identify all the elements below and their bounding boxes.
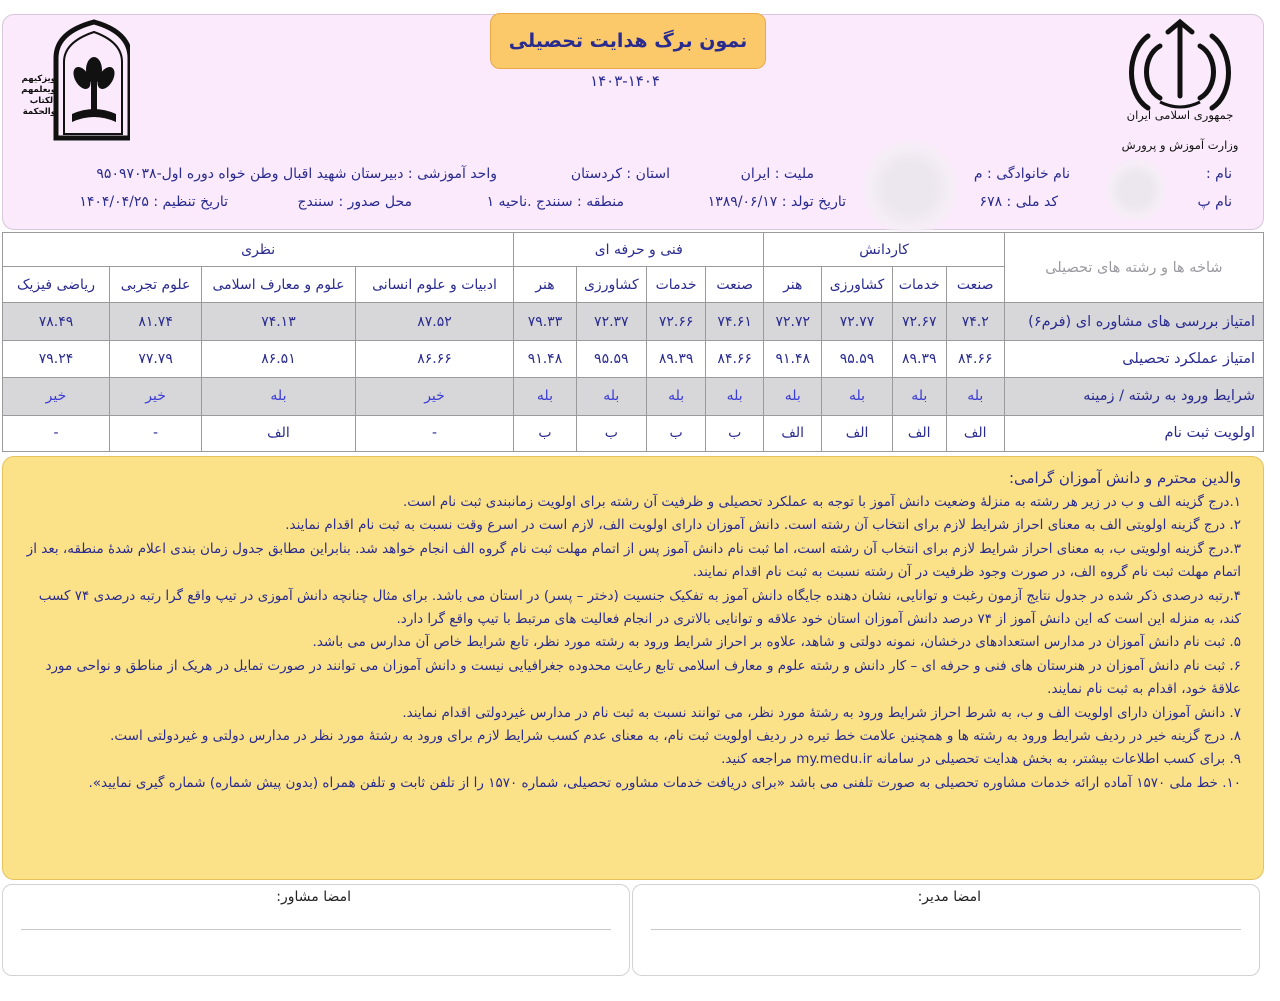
privacy-blur [1106,158,1166,222]
table-cell: ۷۲.۶۷ [892,303,946,341]
signature-line [21,929,611,930]
column-header: ریاضی فیزیک [3,267,110,303]
table-cell: ۹۵.۵۹ [576,341,647,377]
column-header: صنعت [946,267,1004,303]
table-cell: بله [822,377,893,415]
principal-signature-label: امضا مدیر: [917,889,981,905]
note-item: ۹. برای کسب اطلاعات بیشتر، به بخش هدایت تحصیلی در سامانه my.medu.ir مراجعه کنید. [721,751,1241,768]
column-header: کشاورزی [822,267,893,303]
table-row [3,377,1264,415]
column-header: کشاورزی [576,267,647,303]
table-cell: بله [576,377,647,415]
table-row [3,341,1264,377]
column-header: علوم تجربی [109,267,201,303]
table-cell: الف [946,415,1004,451]
table-cell: ۸۶.۵۱ [202,341,355,377]
table-cell: ۷۴.۶۱ [706,303,764,341]
privacy-blur [862,140,958,236]
table-row [3,303,1264,341]
table-cell: الف [764,415,822,451]
issue-date-field: تاریخ تنظیم : ۱۴۰۴/۰۴/۲۵ [79,194,228,210]
table-cell: ب [514,415,576,451]
table-cell: خیر [355,377,514,415]
notes-title: والدین محترم و دانش آموزان گرامی: [1008,469,1241,487]
principal-signature-box [632,884,1260,976]
table-cell: ۹۵.۵۹ [822,341,893,377]
notes-panel [2,456,1264,880]
note-item: ۴.رتبه درصدی ذکر شده در جدول نتایج آزمون رغبت و توانایی، نشان دهنده جایگاه دانش آموز به تفکیک جنسیت (دختر – پسر) در استان می باشد. برای مثال چنانچه دانش آموزی در تیپ واقع گرا رتبه درصدی ۷۴ کسب کند، به منزله این است که این دانش آموز از ۷۴ درصد دانش آموزان استان خود علاقه و توانایی بالاتری در انجام فعالیت های مرتبط با تیپ واقع گرا دارد. [38,587,1241,628]
first-name-field: نام : [1206,166,1232,182]
table-row [3,415,1264,451]
table-cell: ۷۲.۳۷ [576,303,647,341]
table-cell: الف [202,415,355,451]
table-cell: ۸۴.۶۶ [706,341,764,377]
signature-line [651,929,1241,930]
note-item: ۱۰. خط ملی ۱۵۷۰ آماده ارائه خدمات مشاوره تحصیلی به صورت تلفنی می باشد «برای دریافت خدمات مشاوره تحصیلی، شماره ۱۵۷۰ را از تلفن ثابت و تلفن همراه (بدون پیش شماره) شماره گیری نمایید». [88,774,1241,791]
counselor-signature-label: امضا مشاور: [276,889,351,905]
table-cell: ۷۴.۱۳ [202,303,355,341]
note-item: ۶. ثبت نام دانش آموزان در هنرستان های فنی و حرفه ای – کار دانش و رشته علوم و معارف اسلامی تابع رعایت محدوده جغرافیایی نیست و دانش آموزان می توانند در صورت تمایل در هریک از مناطق و نواحی مورد علاقهٔ خود، اقدام به ثبت نام نمایند. [45,657,1241,698]
issue-place-field: محل صدور : سنندج [297,194,412,210]
column-header: هنر [764,267,822,303]
table-cell: - [3,415,110,451]
school-field: واحد آموزشی : دبیرستان شهید اقبال وطن خواه دوره اول-۹۵۰۹۷۰۳۸ [96,166,497,182]
nationality-field: ملیت : ایران [740,166,814,182]
column-header: صنعت [706,267,764,303]
row-label: اولویت ثبت نام [1004,415,1263,451]
table-cell: بله [946,377,1004,415]
table-corner-label: شاخه ها و رشته های تحصیلی [1004,233,1263,303]
column-header: هنر [514,267,576,303]
table-cell: خیر [109,377,201,415]
row-label: امتیاز بررسی های مشاوره ای (فرم۶) [1004,303,1263,341]
page-title: نمون برگ هدایت تحصیلی [490,13,766,69]
table-cell: ۷۲.۷۲ [764,303,822,341]
table-cell: بله [647,377,706,415]
table-cell: بله [514,377,576,415]
table-cell: ۷۲.۷۷ [822,303,893,341]
table-cell: - [355,415,514,451]
table-cell: ۸۷.۵۲ [355,303,514,341]
table-cell: ۸۹.۳۹ [892,341,946,377]
note-item: ۱.درج گزینه الف و ب در زیر هر رشته به منزلهٔ وضعیت دانش آموز با توجه به عملکرد تحصیلی و ظرفیت آن رشته برای اولویت زمانبندی ثبت نام است. [402,494,1241,510]
table-cell: ۷۹.۳۳ [514,303,576,341]
table-cell: ۷۴.۲ [946,303,1004,341]
table-cell: ۷۷.۷۹ [109,341,201,377]
counselor-signature-box [2,884,630,976]
region-field: منطقه : سنندج .ناحیه ۱ [486,194,624,210]
table-cell: ۸۱.۷۴ [109,303,201,341]
note-item: ۳.درج گزینه اولویتی ب، به معنای احراز شرایط لازم برای انتخاب آن رشته است، اما ثبت نام دانش آموز پس از اتمام مهلت ثبت نام گروه الف انجام خواهد شد. بنابراین مطابق جدول زمان بندی اعلام شدهٔ منطقه، بعد از اتمام مهلت ثبت نام گروه الف، در صورت وجود ظرفیت در آن رشته نسبت به ثبت نام اقدام نمایند. [26,540,1241,581]
table-cell: ب [647,415,706,451]
table-cell: ب [706,415,764,451]
table-cell: ۹۱.۴۸ [514,341,576,377]
table-cell: ۸۴.۶۶ [946,341,1004,377]
table-cell: بله [892,377,946,415]
group-header: نظری [3,233,514,267]
table-cell: ۷۸.۴۹ [3,303,110,341]
table-cell: - [109,415,201,451]
note-item: ۲. درج گزینه اولویتی الف به معنای احراز شرایط لازم برای انتخاب آن رشته است. دانش آموزان دارای اولویت الف، لازم است در اسرع وقت نسبت به ثبت نام اقدام نمایند. [285,517,1241,534]
group-header: کاردانش [764,233,1005,267]
column-header: خدمات [892,267,946,303]
iran-emblem-icon [1120,16,1240,146]
table-cell: ۷۲.۶۶ [647,303,706,341]
table-cell: الف [822,415,893,451]
group-header: فنی و حرفه ای [514,233,764,267]
guidance-table [2,232,1264,452]
table-cell: بله [706,377,764,415]
table-cell: ۸۹.۳۹ [647,341,706,377]
table-cell: بله [764,377,822,415]
last-name-field: نام خانوادگی : م [973,166,1070,182]
academic-year: ۱۴۰۳-۱۴۰۴ [590,72,660,90]
table-cell: بله [202,377,355,415]
note-item: ۵. ثبت نام دانش آموزان در مدارس استعدادهای درخشان، نمونه دولتی و شاهد، علاوه بر احراز شرایط ورود به رشته مورد نظر، تابع شرایط خاص آن مدارس می باشد. [312,634,1241,651]
table-cell: الف [892,415,946,451]
birth-date-field: تاریخ تولد : ۱۳۸۹/۰۶/۱۷ [707,194,846,210]
note-item: ۸. درج گزینه خیر در ردیف شرایط ورود به رشته ها و همچنین علامت خط تیره در ردیف اولویت ثبت نام، به معنای عدم کسب شرایط لازم برای ورود به رشتهٔ مورد نظر در مدارس دولتی و غیردولتی است. [110,728,1241,745]
table-cell: ۸۶.۶۶ [355,341,514,377]
province-field: استان : کردستان [570,166,670,182]
national-id-field: کد ملی : ۶۷۸ [979,194,1058,210]
table-cell: خیر [3,377,110,415]
row-label: امتیاز عملکرد تحصیلی [1004,341,1263,377]
table-cell: ۹۱.۴۸ [764,341,822,377]
table-cell: ب [576,415,647,451]
father-name-field: نام پ [1197,194,1232,210]
ministry-caption: وزارت آموزش و پرورش [1121,138,1239,152]
row-label: شرایط ورود به رشته / زمینه [1004,377,1263,415]
logo-text: ويزكيهم ويعلمهم الكتاب والحكمة [21,74,56,117]
column-header: علوم و معارف اسلامی [202,267,355,303]
column-header: ادبیات و علوم انسانی [355,267,514,303]
note-item: ۷. دانش آموزان دارای اولویت الف و ب، به شرط احراز شرایط ورود به رشتهٔ مورد نظر، می توانند نسبت به ثبت نام در مدارس غیردولتی اقدام نمایند. [402,704,1241,721]
table-cell: ۷۹.۲۴ [3,341,110,377]
emblem-caption: جمهوری اسلامی ایران [1126,108,1234,122]
column-header: خدمات [647,267,706,303]
